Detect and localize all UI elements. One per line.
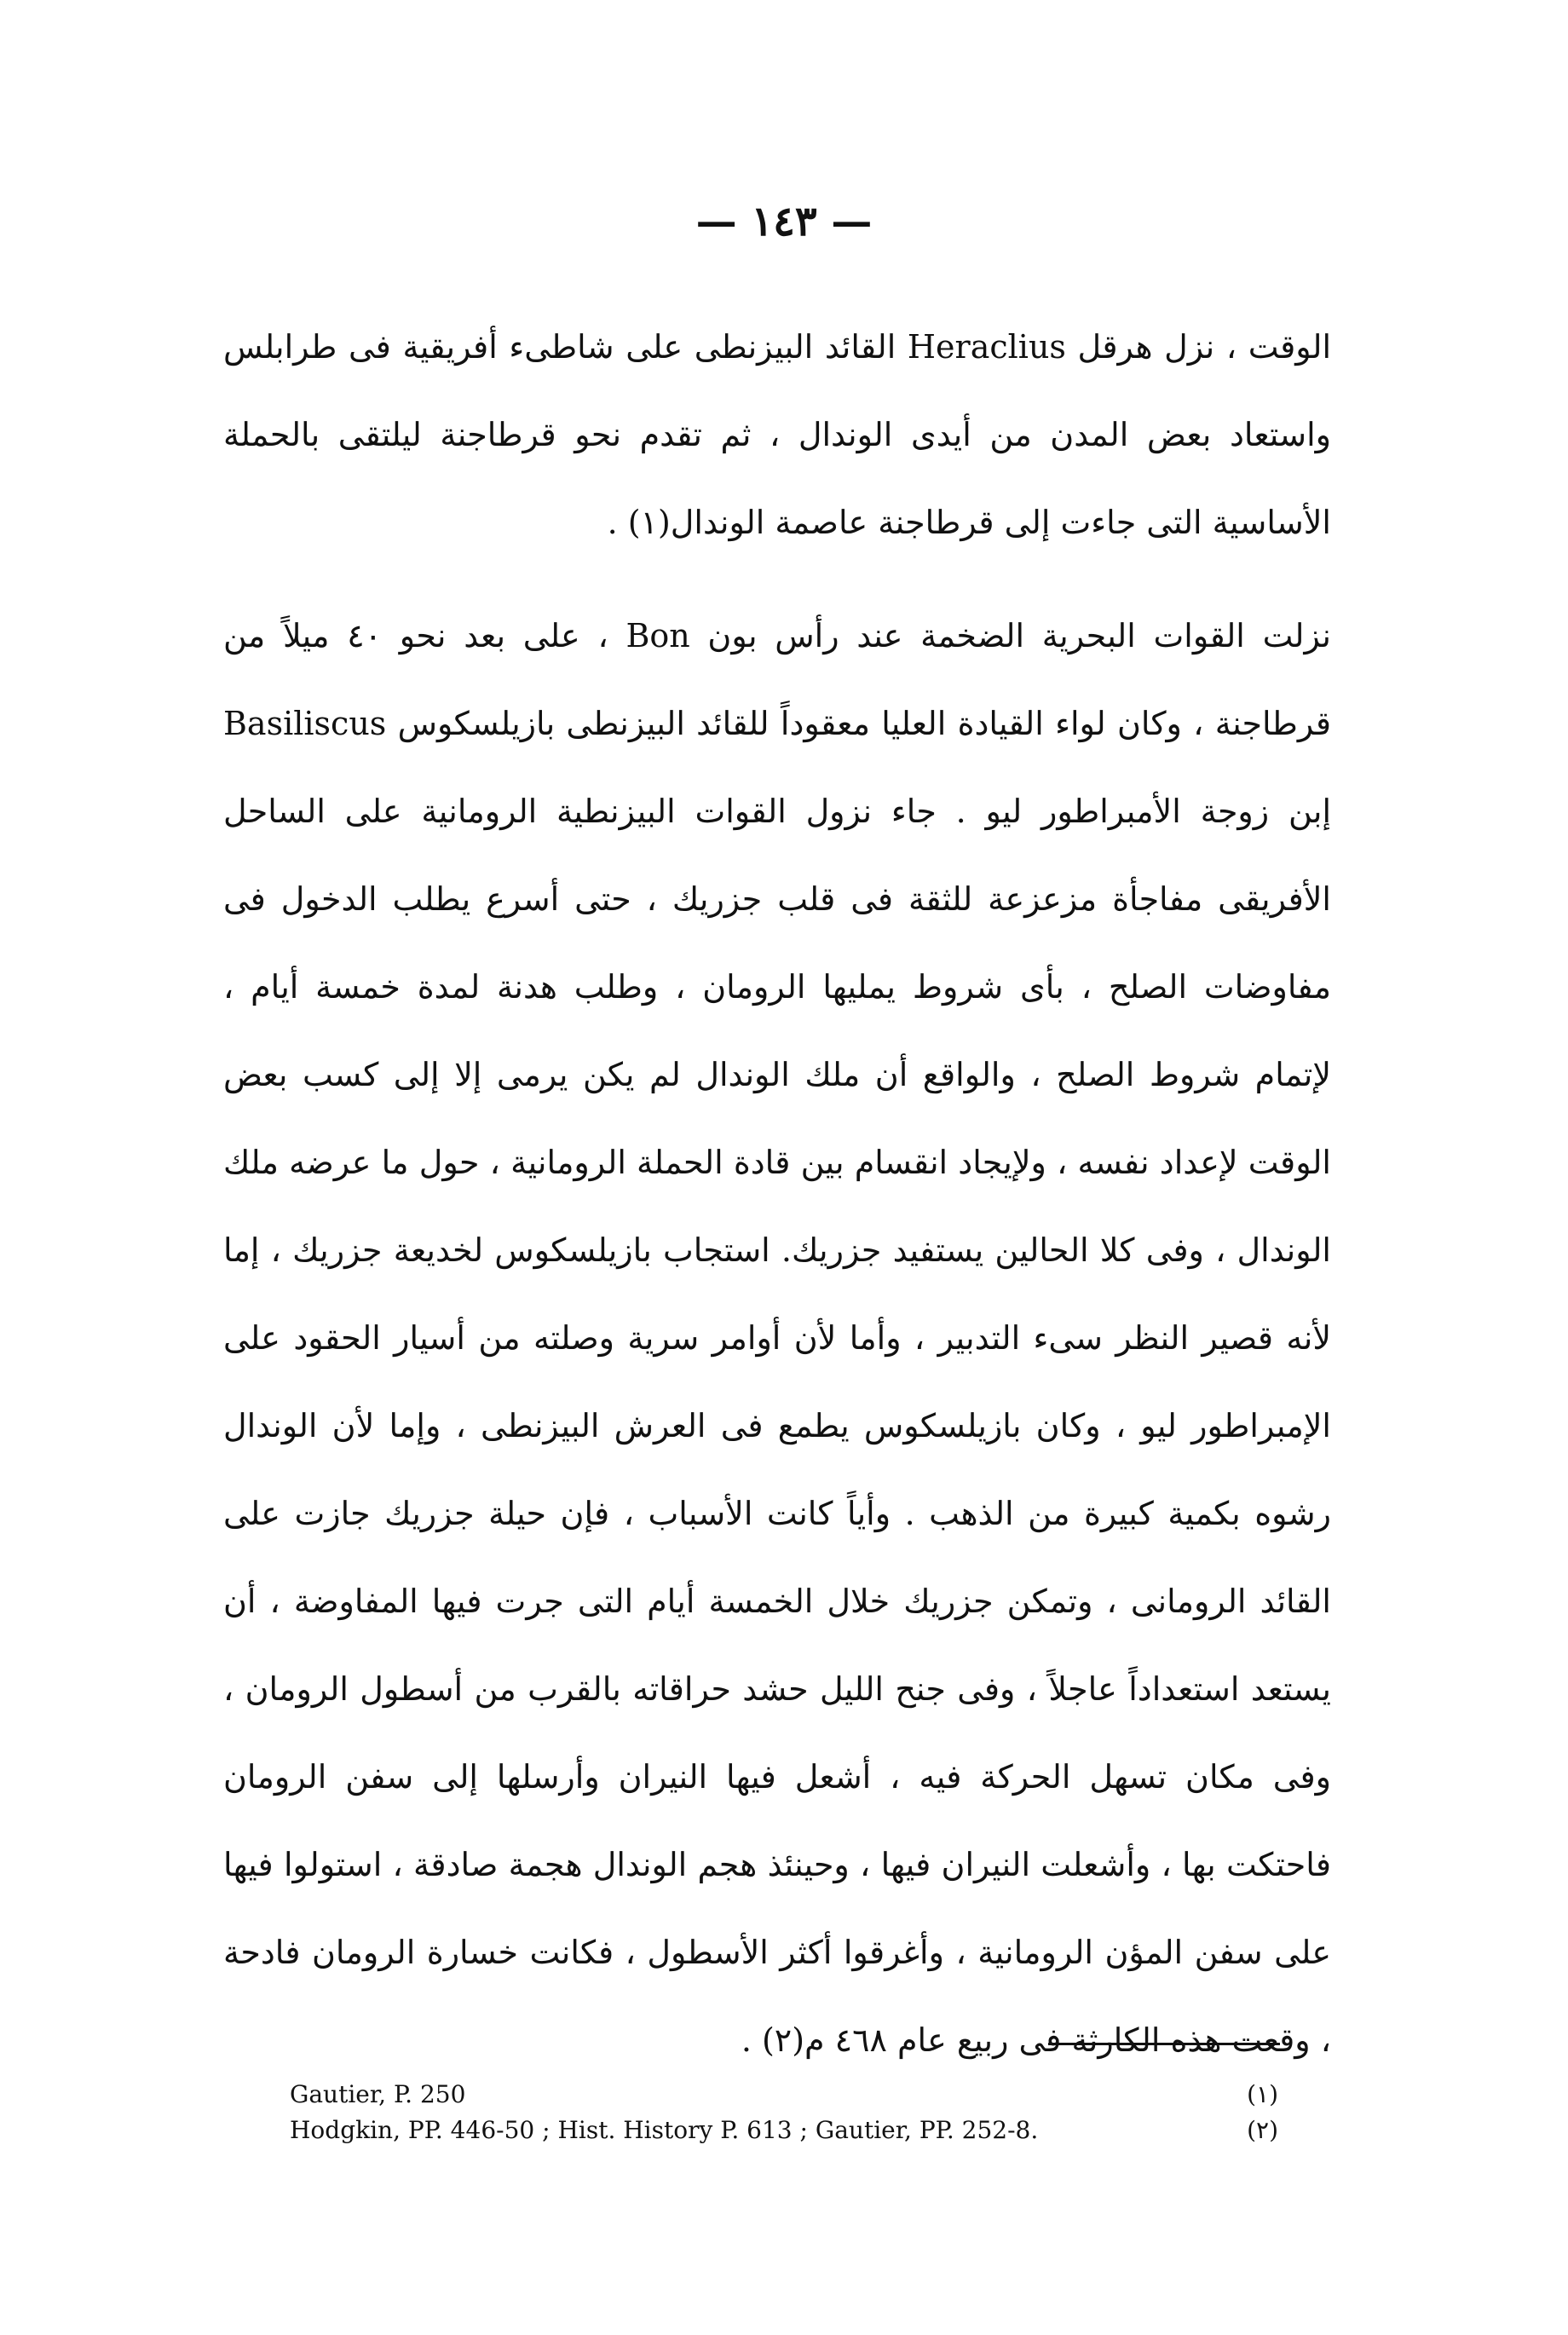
footnote-number: (٢) xyxy=(1247,2116,1278,2144)
paragraph-2: نزلت القوات البحرية الضخمة عند رأس بون Bon ، على بعد نحو ٤٠ ميلاً من قرطاجنة ، وكان لواء القيادة العليا معقوداً للقائد البيزنطى بازيلسكوس Basiliscus إبن زوجة الأمبراطور ليو . جاء نزول القوات البيزنطية الرومانية على الساحل الأفريقى مفاجأة مزعزعة للثقة فى قلب جزريك ، حتى أسرع يطلب الدخول فى مفاوضات الصلح ، بأى شروط يمليها الرومان ، وطلب هدنة لمدة خمسة أيام ، لإتمام شروط الصلح ، والواقع أن ملك الوندال لم يكن يرمى إلا إلى كسب بعض الوقت لإعداد نفسه ، ولإيجاد انقسام بين قادة الحملة الرومانية ، حول ما عرضه ملك الوندال ، وفى كلا الحالين يستفيد جزريك. استجاب بازيلسكوس لخديعة جزريك ، إما لأنه قصير النظر سىء التدبير ، وأما لأن أوامر سرية وصلته من أسيار الحقود على الإمبراطور ليو ، وكان بازيلسكوس يطمع فى العرش البيزنطى ، وإما لأن الوندال رشوه بكمية كبيرة من الذهب . وأياً كانت الأسباب ، فإن حيلة جزريك جازت على القائد الرومانى ، وتمكن جزريك خلال الخمسة أيام التى جرت فيها المفاوضة ، أن يستعد استعداداً عاجلاً ، وفى جنح الليل حشد حراقاته بالقرب من أسطول الرومان ، وفى مكان تسهل الحركة فيه ، أشعل فيها النيران وأرسلها إلى سفن الرومان فاحتكت بها ، وأشعلت النيران فيها ، وحينئذ هجم الوندال هجمة صادقة ، استولوا فيها على سفن المؤن الرومانية ، وأغرقوا أكثر الأسطول ، فكانت خسارة الرومان فادحة ، وقعت هذه الكارثة فى ربيع عام ٤٦٨ م(٢) . xyxy=(223,617,1332,2059)
footnote-number: (١) xyxy=(1247,2080,1278,2108)
footnote-1 xyxy=(290,2078,1278,2113)
footnote-divider xyxy=(1048,2043,1280,2045)
footnote-2 xyxy=(290,2113,1278,2149)
footnote-text: Gautier, P. 250 xyxy=(290,2080,466,2108)
footnote-text: Hodgkin, PP. 446-50 ; Hist. History P. 613 ; Gautier, PP. 252-8. xyxy=(290,2116,1039,2144)
paragraph-1: الوقت ، نزل هرقل Heraclius القائد البيزنطى على شاطىء أفريقية فى طرابلس واستعاد بعض المدن من أيدى الوندال ، ثم تقدم نحو قرطاجنة ليلتقى بالحملة الأساسية التى جاءت إلى قرطاجنة عاصمة الوندال(١) . xyxy=(223,328,1331,541)
footnotes xyxy=(290,2078,1278,2149)
body-text xyxy=(223,303,1331,2084)
page-number: — ١٤٣ — xyxy=(695,198,873,245)
